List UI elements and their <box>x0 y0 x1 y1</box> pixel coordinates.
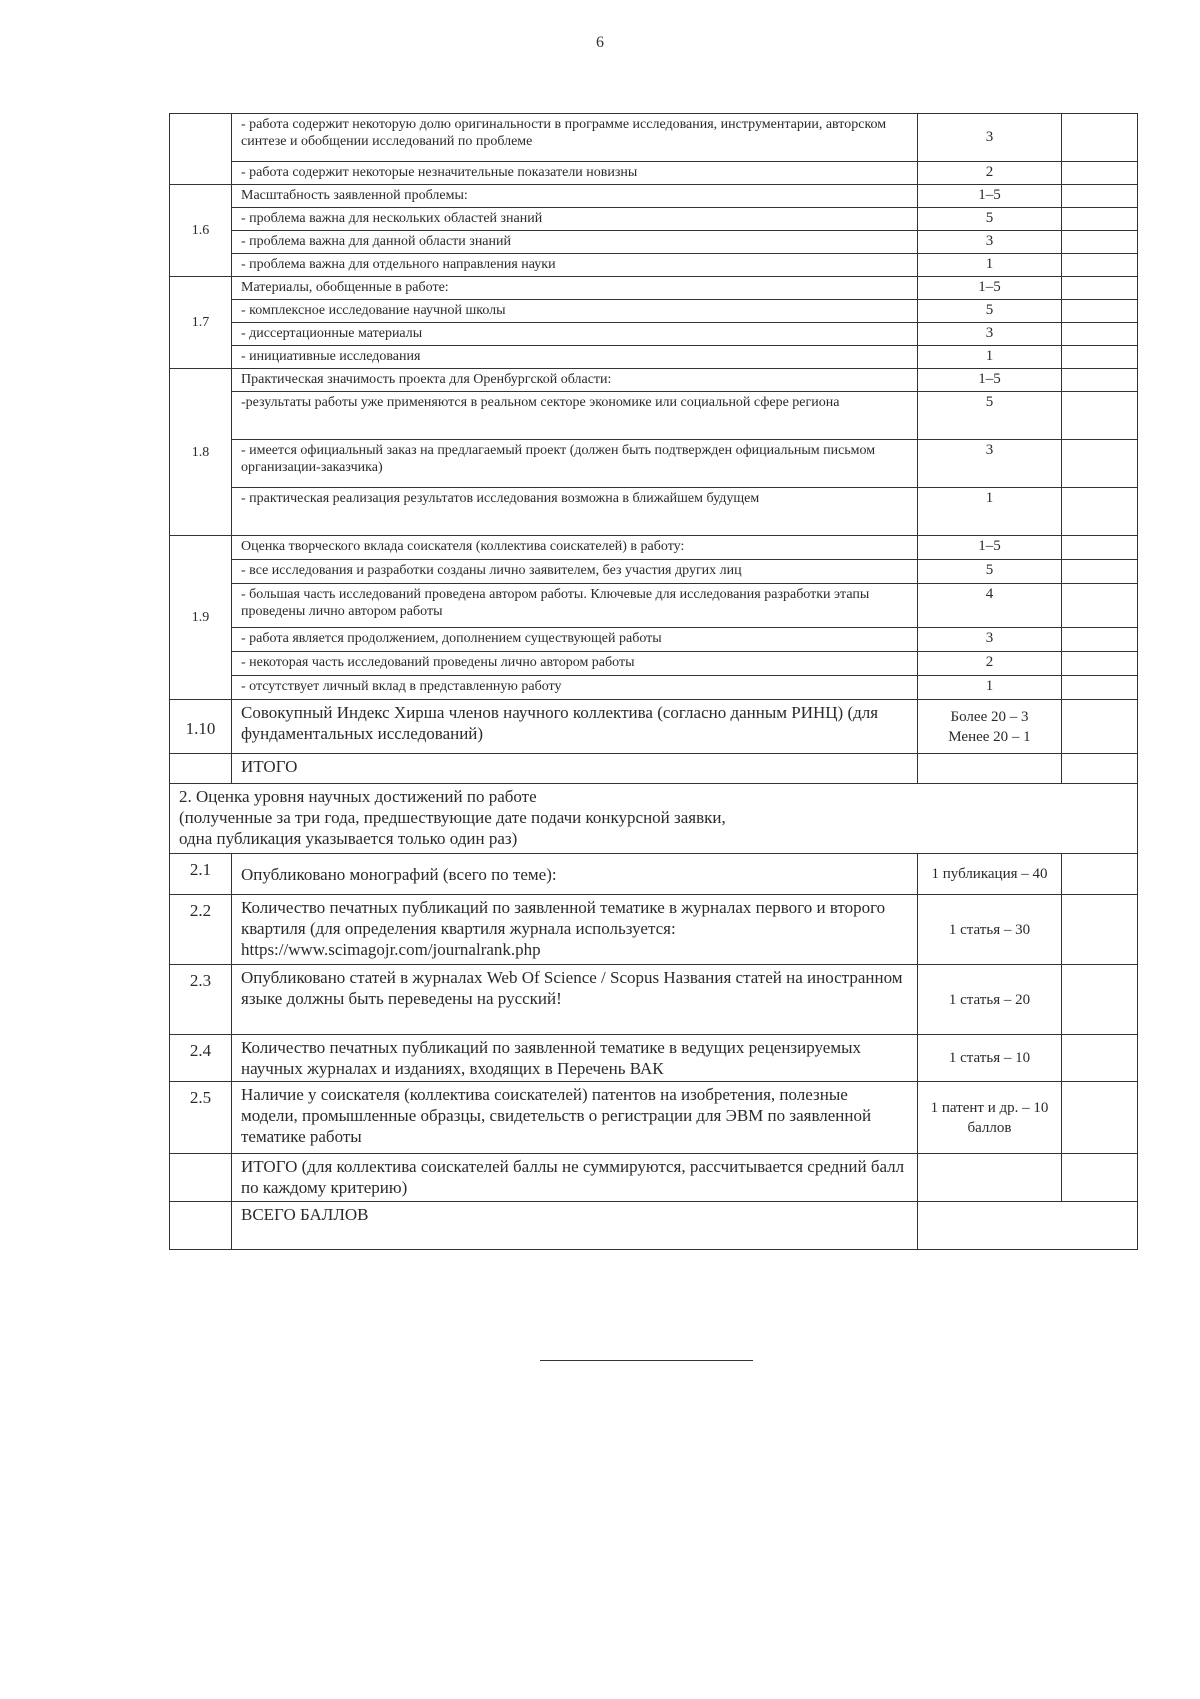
criterion-score: 1 статья – 10 <box>918 1035 1062 1082</box>
table-row <box>170 965 1138 1035</box>
assessment-cell <box>1062 208 1138 231</box>
grand-total-value <box>918 1202 1138 1250</box>
criterion-score: 4 <box>918 584 1062 628</box>
assessment-cell <box>1062 488 1138 536</box>
table-row <box>170 277 1138 300</box>
assessment-cell <box>1062 300 1138 323</box>
grand-total: ВСЕГО БАЛЛОВ <box>232 1202 918 1250</box>
table-row <box>170 440 1138 488</box>
assessment-cell <box>1062 676 1138 700</box>
criterion-score: 1–5 <box>918 369 1062 392</box>
section-1-total: ИТОГО <box>232 754 918 784</box>
criterion-number-cell <box>170 114 232 185</box>
assessment-cell <box>1062 536 1138 560</box>
criterion-score: 3 <box>918 440 1062 488</box>
table-row <box>170 1154 1138 1202</box>
criterion-text: - работа содержит некоторую долю оригинальности в программе исследования, инструментарии, авторском синтезе и обобщении исследований по проблеме <box>232 114 918 162</box>
criterion-text: Практическая значимость проекта для Оренбургской области: <box>232 369 918 392</box>
criterion-score: 2 <box>918 162 1062 185</box>
criterion-score: 1 <box>918 254 1062 277</box>
criterion-text: - отсутствует личный вклад в представленную работу <box>232 676 918 700</box>
criterion-score <box>918 700 1062 754</box>
table-row <box>170 346 1138 369</box>
section-2-title: 2. Оценка уровня научных достижений по работе <box>179 787 537 806</box>
assessment-cell <box>1062 854 1138 895</box>
table-row <box>170 854 1138 895</box>
closing-divider <box>540 1360 753 1361</box>
criterion-text: - практическая реализация результатов исследования возможна в ближайшем будущем <box>232 488 918 536</box>
table-row <box>170 208 1138 231</box>
criterion-score: 1–5 <box>918 277 1062 300</box>
table-row <box>170 162 1138 185</box>
criterion-number: 2.3 <box>170 965 232 1035</box>
table-row <box>170 700 1138 754</box>
criterion-score: 1 <box>918 488 1062 536</box>
table-row <box>170 1035 1138 1082</box>
criterion-text: Опубликовано статей в журналах Web Of Science / Scopus Названия статей на иностранном языке должны быть переведены на русский! <box>232 965 918 1035</box>
criterion-score: 3 <box>918 231 1062 254</box>
section-2-note: одна публикация указывается только один раз) <box>179 829 518 848</box>
assessment-cell <box>1062 323 1138 346</box>
table-row <box>170 254 1138 277</box>
table-row <box>170 1202 1138 1250</box>
assessment-cell <box>1062 895 1138 965</box>
criterion-score: 3 <box>918 323 1062 346</box>
assessment-cell <box>1062 254 1138 277</box>
assessment-cell <box>1062 1035 1138 1082</box>
criterion-text: - большая часть исследований проведена автором работы. Ключевые для исследования разработки этапы проведены лично автором работы <box>232 584 918 628</box>
assessment-cell <box>1062 440 1138 488</box>
criterion-text: - все исследования и разработки созданы лично заявителем, без участия других лиц <box>232 560 918 584</box>
criterion-score: 5 <box>918 392 1062 440</box>
criterion-number-cell <box>170 1154 232 1202</box>
criterion-score: 1 <box>918 346 1062 369</box>
table-row <box>170 895 1138 965</box>
table-row <box>170 185 1138 208</box>
table-row <box>170 488 1138 536</box>
criterion-number: 2.1 <box>170 854 232 895</box>
assessment-cell <box>1062 369 1138 392</box>
criterion-text: Масштабность заявленной проблемы: <box>232 185 918 208</box>
criterion-score: 1 публикация – 40 <box>918 854 1062 895</box>
criterion-score: 1 патент и др. – 10 баллов <box>918 1082 1062 1154</box>
assessment-cell <box>1062 652 1138 676</box>
criteria-table <box>169 113 1138 1250</box>
table-row <box>170 300 1138 323</box>
table-row <box>170 1082 1138 1154</box>
criterion-number: 1.6 <box>170 185 232 277</box>
table-row <box>170 392 1138 440</box>
criterion-score: 3 <box>918 114 1062 162</box>
assessment-cell <box>1062 1082 1138 1154</box>
criterion-score: 1 статья – 30 <box>918 895 1062 965</box>
criterion-score <box>918 754 1062 784</box>
criterion-text: Количество печатных публикаций по заявленной тематике в журналах первого и второго квартиля (для определения квартиля журнала используется: https://www.scimagojr.com/journalrank.php <box>232 895 918 965</box>
table-row <box>170 323 1138 346</box>
assessment-cell <box>1062 185 1138 208</box>
criterion-number: 2.2 <box>170 895 232 965</box>
criterion-text: Материалы, обобщенные в работе: <box>232 277 918 300</box>
criterion-score: 5 <box>918 208 1062 231</box>
criterion-score: 5 <box>918 560 1062 584</box>
criterion-text: - имеется официальный заказ на предлагаемый проект (должен быть подтвержден официальным письмом организации-заказчика) <box>232 440 918 488</box>
table-row <box>170 584 1138 628</box>
criterion-number: 1.7 <box>170 277 232 369</box>
assessment-cell <box>1062 560 1138 584</box>
assessment-cell <box>1062 584 1138 628</box>
assessment-cell <box>1062 277 1138 300</box>
criterion-score: 3 <box>918 628 1062 652</box>
criterion-score: 5 <box>918 300 1062 323</box>
criterion-text: Наличие у соискателя (коллектива соискателей) патентов на изобретения, полезные модели, промышленные образцы, свидетельств о регистрации для ЭВМ по заявленной тематике работы <box>232 1082 918 1154</box>
criterion-text: Опубликовано монографий (всего по теме): <box>232 854 918 895</box>
table-row <box>170 652 1138 676</box>
assessment-cell <box>1062 346 1138 369</box>
criterion-text: Количество печатных публикаций по заявленной тематике в ведущих рецензируемых научных журналах и изданиях, входящих в Перечень ВАК <box>232 1035 918 1082</box>
criterion-text: - проблема важна для отдельного направления науки <box>232 254 918 277</box>
criterion-text: - проблема важна для данной области знаний <box>232 231 918 254</box>
criterion-number: 1.9 <box>170 536 232 700</box>
criterion-text: - работа является продолжением, дополнением существующей работы <box>232 628 918 652</box>
table-row <box>170 676 1138 700</box>
criterion-score: 1 <box>918 676 1062 700</box>
criterion-score: 1–5 <box>918 536 1062 560</box>
section-2-note: (полученные за три года, предшествующие дате подачи конкурсной заявки, <box>179 808 726 827</box>
table-row <box>170 754 1138 784</box>
criterion-number: 1.8 <box>170 369 232 536</box>
criterion-number-cell <box>170 1202 232 1250</box>
table-row <box>170 231 1138 254</box>
criterion-text: - некоторая часть исследований проведены лично автором работы <box>232 652 918 676</box>
assessment-cell <box>1062 114 1138 162</box>
table-row <box>170 114 1138 162</box>
criterion-text: Оценка творческого вклада соискателя (коллектива соискателей) в работу: <box>232 536 918 560</box>
assessment-cell <box>1062 700 1138 754</box>
section-2-header <box>170 784 1138 854</box>
score-line: Менее 20 – 1 <box>948 728 1031 745</box>
assessment-cell <box>1062 965 1138 1035</box>
table-row <box>170 536 1138 560</box>
table-row <box>170 628 1138 652</box>
assessment-cell <box>1062 231 1138 254</box>
score-line: Более 20 – 3 <box>950 708 1029 725</box>
criterion-text: - работа содержит некоторые незначительные показатели новизны <box>232 162 918 185</box>
table-row <box>170 560 1138 584</box>
assessment-cell <box>1062 628 1138 652</box>
criterion-text: - инициативные исследования <box>232 346 918 369</box>
criterion-text: - проблема важна для нескольких областей знаний <box>232 208 918 231</box>
criterion-number-cell <box>170 754 232 784</box>
assessment-cell <box>1062 162 1138 185</box>
assessment-cell <box>1062 1154 1138 1202</box>
table-row <box>170 784 1138 854</box>
assessment-cell <box>1062 392 1138 440</box>
criterion-text: - комплексное исследование научной школы <box>232 300 918 323</box>
section-2-total: ИТОГО (для коллектива соискателей баллы не суммируются, рассчитывается средний балл по каждому критерию) <box>232 1154 918 1202</box>
criterion-number: 2.5 <box>170 1082 232 1154</box>
criterion-number: 1.10 <box>170 700 232 754</box>
assessment-cell <box>1062 754 1138 784</box>
page-number: 6 <box>596 34 604 51</box>
criterion-score: 1–5 <box>918 185 1062 208</box>
criterion-score: 1 статья – 20 <box>918 965 1062 1035</box>
criterion-text: -результаты работы уже применяются в реальном секторе экономике или социальной сфере региона <box>232 392 918 440</box>
table-row <box>170 369 1138 392</box>
criterion-text: Совокупный Индекс Хирша членов научного коллектива (согласно данным РИНЦ) (для фундаментальных исследований) <box>232 700 918 754</box>
criterion-text: - диссертационные материалы <box>232 323 918 346</box>
criterion-score: 2 <box>918 652 1062 676</box>
criterion-number: 2.4 <box>170 1035 232 1082</box>
criterion-score <box>918 1154 1062 1202</box>
